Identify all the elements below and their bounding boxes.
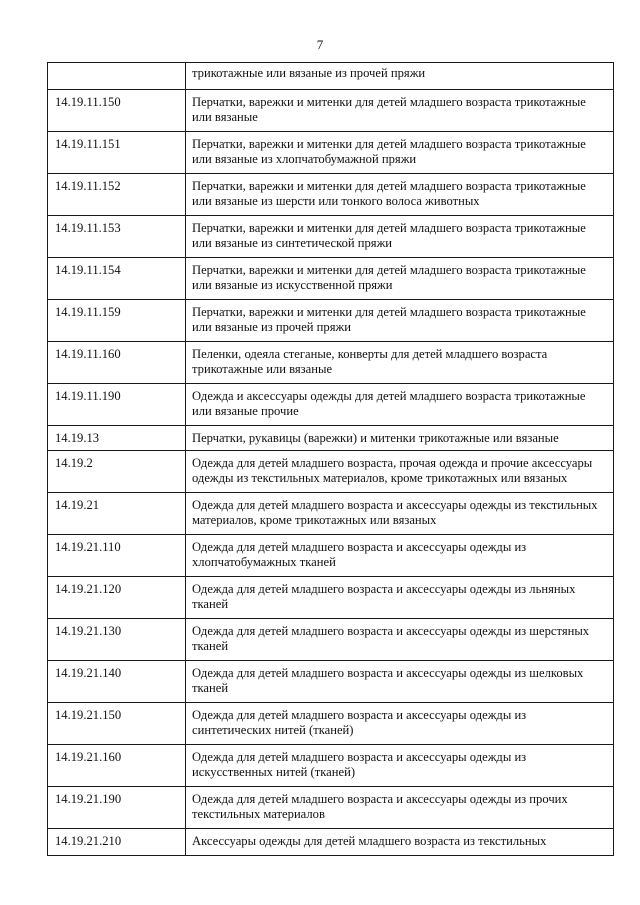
description-cell: Перчатки, варежки и митенки для детей младшего возраста трикотажные или вязаные из синтетической пряжи: [186, 216, 614, 258]
table-row: [48, 300, 614, 342]
table-row: [48, 787, 614, 829]
description-cell: Аксессуары одежды для детей младшего возраста из текстильных: [186, 829, 614, 856]
code-cell: 14.19.21.130: [48, 619, 186, 661]
description-cell: Одежда для детей младшего возраста и аксессуары одежды из искусственных нитей (тканей): [186, 745, 614, 787]
table-row: [48, 426, 614, 451]
table-row: [48, 63, 614, 90]
description-cell: Перчатки, варежки и митенки для детей младшего возраста трикотажные или вязаные из искусственной пряжи: [186, 258, 614, 300]
description-cell: трикотажные или вязаные из прочей пряжи: [186, 63, 614, 90]
description-cell: Одежда для детей младшего возраста и аксессуары одежды из шерстяных тканей: [186, 619, 614, 661]
table-row: [48, 493, 614, 535]
code-cell: 14.19.21.150: [48, 703, 186, 745]
code-cell: 14.19.2: [48, 451, 186, 493]
code-cell: 14.19.11.150: [48, 90, 186, 132]
code-cell: 14.19.11.153: [48, 216, 186, 258]
description-cell: Одежда для детей младшего возраста и аксессуары одежды из льняных тканей: [186, 577, 614, 619]
code-cell: 14.19.11.190: [48, 384, 186, 426]
code-cell: 14.19.21.110: [48, 535, 186, 577]
table-row: [48, 342, 614, 384]
table-row: [48, 745, 614, 787]
code-cell: 14.19.11.151: [48, 132, 186, 174]
code-cell: 14.19.21.190: [48, 787, 186, 829]
description-cell: Одежда для детей младшего возраста и аксессуары одежды из синтетических нитей (тканей): [186, 703, 614, 745]
code-cell: 14.19.13: [48, 426, 186, 451]
description-cell: Пеленки, одеяла стеганые, конверты для детей младшего возраста трикотажные или вязаные: [186, 342, 614, 384]
page-number: 7: [316, 37, 324, 52]
table-row: [48, 703, 614, 745]
code-cell: 14.19.11.160: [48, 342, 186, 384]
description-cell: Перчатки, варежки и митенки для детей младшего возраста трикотажные или вязаные: [186, 90, 614, 132]
description-cell: Одежда для детей младшего возраста и аксессуары одежды из прочих текстильных материалов: [186, 787, 614, 829]
code-cell: 14.19.21.160: [48, 745, 186, 787]
description-cell: Одежда и аксессуары одежды для детей младшего возраста трикотажные или вязаные прочие: [186, 384, 614, 426]
code-cell: 14.19.11.152: [48, 174, 186, 216]
table-row: [48, 132, 614, 174]
table-row: [48, 661, 614, 703]
code-cell: 14.19.11.159: [48, 300, 186, 342]
description-cell: Перчатки, рукавицы (варежки) и митенки трикотажные или вязаные: [186, 426, 614, 451]
code-cell: 14.19.21.210: [48, 829, 186, 856]
description-cell: Перчатки, варежки и митенки для детей младшего возраста трикотажные или вязаные из шерсти или тонкого волоса животных: [186, 174, 614, 216]
code-cell: 14.19.11.154: [48, 258, 186, 300]
table-row: [48, 174, 614, 216]
description-cell: Перчатки, варежки и митенки для детей младшего возраста трикотажные или вязаные из хлопчатобумажной пряжи: [186, 132, 614, 174]
table-row: [48, 829, 614, 856]
description-cell: Одежда для детей младшего возраста и аксессуары одежды из шелковых тканей: [186, 661, 614, 703]
description-cell: Перчатки, варежки и митенки для детей младшего возраста трикотажные или вязаные из прочей пряжи: [186, 300, 614, 342]
table-row: [48, 258, 614, 300]
table-row: [48, 451, 614, 493]
code-cell: 14.19.21.140: [48, 661, 186, 703]
classification-table: [47, 62, 614, 856]
description-cell: Одежда для детей младшего возраста и аксессуары одежды из текстильных материалов, кроме трикотажных или вязаных: [186, 493, 614, 535]
table-row: [48, 619, 614, 661]
table-row: [48, 384, 614, 426]
description-cell: Одежда для детей младшего возраста и аксессуары одежды из хлопчатобумажных тканей: [186, 535, 614, 577]
code-cell: 14.19.21: [48, 493, 186, 535]
code-cell: [48, 63, 186, 90]
table-row: [48, 535, 614, 577]
code-cell: 14.19.21.120: [48, 577, 186, 619]
table-row: [48, 577, 614, 619]
description-cell: Одежда для детей младшего возраста, прочая одежда и прочие аксессуары одежды из текстильных материалов, кроме трикотажных или вязаных: [186, 451, 614, 493]
table-row: [48, 90, 614, 132]
table-row: [48, 216, 614, 258]
